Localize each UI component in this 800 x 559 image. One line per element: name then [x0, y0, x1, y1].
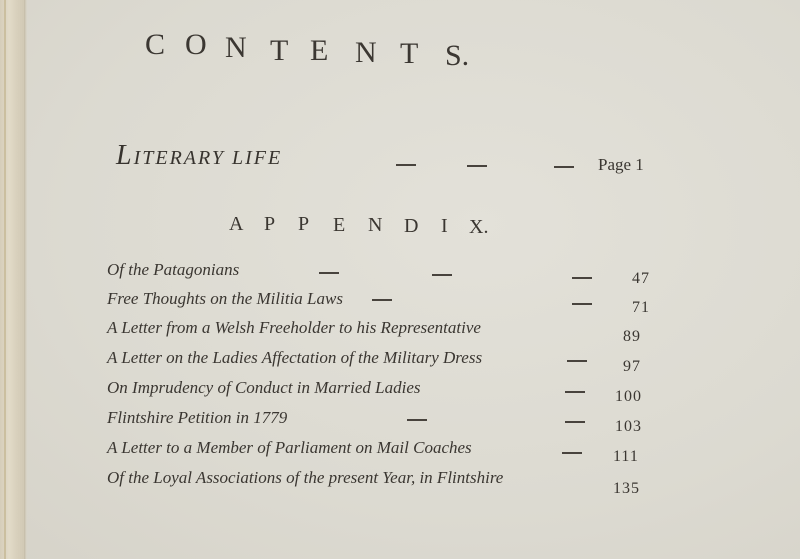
appendix-letter: P: [298, 213, 310, 235]
entry-title: Free Thoughts on the Militia Laws: [107, 289, 343, 308]
entry-title: Flintshire Petition in 1779: [107, 408, 288, 427]
entry-title: Of the Loyal Associations of the present Year, in Flintshire: [107, 468, 504, 487]
leader-dash: [407, 419, 427, 421]
leader-dash: [396, 164, 416, 166]
main-entry-initial: L: [116, 140, 134, 171]
toc-entry: [107, 408, 667, 438]
appendix-letter: E: [333, 214, 346, 236]
leader-dash: [432, 274, 452, 276]
page-label: Page: [598, 155, 632, 174]
leader-dash: [372, 299, 392, 301]
appendix-letter: A: [229, 213, 244, 235]
toc-entry: [107, 289, 667, 319]
leader-dash: [554, 166, 574, 168]
leader-dash: [572, 303, 592, 305]
entry-title: Of the Patagonians: [107, 260, 240, 279]
leader-dash: [567, 360, 587, 362]
leader-dash: [562, 452, 582, 454]
title-letter: T: [400, 37, 419, 70]
toc-entry: [107, 318, 667, 348]
title-letter: N: [225, 31, 247, 64]
appendix-letter: P: [264, 213, 276, 235]
entry-title: A Letter from a Welsh Freeholder to his Representative: [107, 318, 481, 337]
main-entry-title: [116, 140, 282, 172]
entry-title: On Imprudency of Conduct in Married Ladies: [107, 378, 421, 397]
appendix-letter: I: [441, 215, 448, 237]
leader-dash: [467, 165, 487, 167]
entry-page: 97: [623, 358, 641, 375]
toc-entry: [107, 438, 667, 468]
appendix-letter: N: [368, 214, 383, 236]
appendix-letter: D: [404, 215, 419, 237]
toc-entry: [107, 378, 667, 408]
main-entry-page: [598, 155, 644, 175]
toc-entry: [107, 468, 667, 498]
entry-page: 71: [632, 299, 650, 316]
entry-title: A Letter on the Ladies Affectation of the Military Dress: [107, 348, 483, 367]
leader-dash: [565, 391, 585, 393]
entry-page: 103: [615, 418, 642, 435]
entry-title: A Letter to a Member of Parliament on Mail Coaches: [107, 438, 472, 457]
toc-main-entry: [116, 140, 676, 180]
binding-edge: [24, 0, 27, 559]
appendix-letter: X.: [469, 216, 489, 238]
entry-page: 47: [632, 270, 650, 287]
title-letter: C: [145, 28, 166, 61]
toc-entry: [107, 348, 667, 378]
entry-page: 111: [613, 448, 639, 465]
entry-page: 89: [623, 328, 641, 345]
title-letter: E: [310, 34, 329, 67]
title-letter: N: [355, 36, 377, 69]
title-letter: T: [270, 34, 289, 67]
title-letter: S.: [445, 39, 470, 72]
page-binding: [0, 0, 26, 559]
leader-dash: [572, 277, 592, 279]
leader-dash: [319, 272, 339, 274]
toc-entry: [107, 260, 667, 290]
leader-dash: [565, 421, 585, 423]
main-entry-title-rest: ITERARY LIFE: [133, 147, 283, 169]
page-number: 1: [635, 155, 644, 174]
entry-page: 100: [615, 388, 642, 405]
entry-page: 135: [613, 480, 640, 497]
binding-line: [4, 0, 6, 559]
title-letter: O: [185, 28, 207, 61]
